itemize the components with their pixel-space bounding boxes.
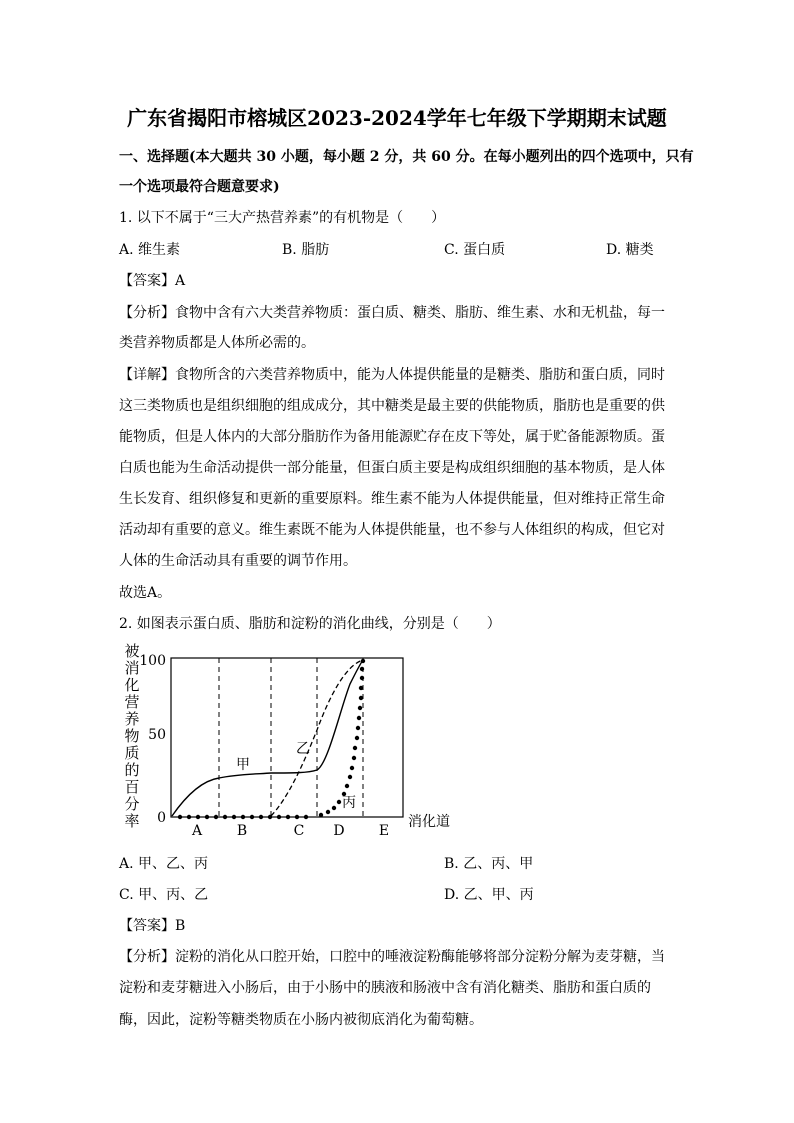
x-label-b: B bbox=[236, 823, 248, 839]
y-tick-100: 100 bbox=[139, 653, 166, 669]
y-title-char: 质 bbox=[124, 744, 140, 762]
y-title-char: 化 bbox=[124, 676, 140, 694]
q1-conclusion: 故选A。 bbox=[119, 585, 172, 601]
y-title-char: 营 bbox=[124, 693, 140, 711]
q2-stem: 2. 如图表示蛋白质、脂肪和淀粉的消化曲线，分别是（ ） bbox=[119, 616, 501, 632]
digestion-curve-figure bbox=[118, 640, 458, 840]
q1-option-a: A. 维生素 bbox=[119, 242, 181, 258]
q2-answer: 【答案】B bbox=[119, 918, 186, 934]
y-title-char: 百 bbox=[124, 778, 140, 796]
y-title-char: 分 bbox=[124, 795, 140, 813]
q2-option-c: C. 甲、丙、乙 bbox=[119, 887, 209, 903]
y-title-char: 率 bbox=[124, 812, 140, 830]
q2-analysis-line-3: 酶，因此，淀粉等糖类物质在小肠内被彻底消化为葡萄糖。 bbox=[119, 1012, 483, 1028]
q1-stem: 1. 以下不属于“三大产热营养素”的有机物是（ ） bbox=[119, 210, 446, 226]
q1-answer: 【答案】A bbox=[119, 273, 186, 289]
y-tick-0: 0 bbox=[157, 810, 166, 826]
curve-yi bbox=[271, 660, 363, 816]
q1-option-b: B. 脂肪 bbox=[282, 242, 330, 258]
x-label-a: A bbox=[191, 823, 203, 839]
q2-option-b: B. 乙、丙、甲 bbox=[444, 856, 534, 872]
q2-analysis-line-2: 淀粉和麦芽糖进入小肠后，由于小肠中的胰液和肠液中含有消化糖类、脂肪和蛋白质的 bbox=[119, 980, 651, 996]
y-title-char: 消 bbox=[124, 659, 140, 677]
y-title-char: 物 bbox=[124, 727, 140, 745]
q1-analysis-line-1: 【分析】食物中含有六大类营养物质：蛋白质、糖类、脂肪、维生素、水和无机盐，每一 bbox=[119, 305, 665, 321]
x-axis-title: 消化道 bbox=[408, 814, 450, 830]
y-tick-50: 50 bbox=[148, 727, 166, 743]
q1-detail-line-1: 【详解】食物所含的六类营养物质中，能为人体提供能量的是糖类、脂肪和蛋白质，同时 bbox=[119, 367, 665, 383]
section-heading-line-1: 一、选择题(本大题共 30 小题，每小题 2 分，共 60 分。在每小题列出的四个选项中，只有 bbox=[119, 149, 694, 165]
x-label-c: C bbox=[293, 823, 305, 839]
q1-option-d: D. 糖类 bbox=[606, 242, 654, 258]
q1-detail-line-4: 白质也能为生命活动提供一部分能量，但蛋白质主要是构成组织细胞的基本物质，是人体 bbox=[119, 460, 665, 476]
page-title: 广东省揭阳市榕城区2023-2024学年七年级下学期期末试题 bbox=[127, 106, 667, 130]
q1-analysis-line-2: 类营养物质都是人体所必需的。 bbox=[119, 335, 315, 351]
q1-detail-line-5: 生长发育、组织修复和更新的重要原料。维生素不能为人体提供能量，但对维持正常生命 bbox=[119, 491, 665, 507]
x-label-d: D bbox=[333, 823, 345, 839]
x-label-e: E bbox=[378, 823, 390, 839]
q1-detail-line-7: 人体的生命活动具有重要的调节作用。 bbox=[119, 553, 357, 569]
q1-option-c: C. 蛋白质 bbox=[444, 242, 506, 258]
q2-option-d: D. 乙、甲、丙 bbox=[444, 887, 534, 903]
curve-label-jia: 甲 bbox=[236, 757, 250, 773]
curve-label-bing: 丙 bbox=[342, 795, 356, 811]
curve-jia bbox=[172, 660, 363, 816]
y-title-char: 的 bbox=[124, 761, 140, 779]
y-title-char: 养 bbox=[124, 710, 140, 728]
q1-detail-line-2: 这三类物质也是组织细胞的组成成分，其中糖类是最主要的供能物质，脂肪也是重要的供 bbox=[119, 398, 665, 414]
y-title-char: 被 bbox=[124, 642, 140, 660]
q2-analysis-line-1: 【分析】淀粉的消化从口腔开始，口腔中的唾液淀粉酶能够将部分淀粉分解为麦芽糖，当 bbox=[119, 949, 665, 965]
curve-label-yi: 乙 bbox=[296, 741, 310, 757]
q1-detail-line-3: 能物质，但是人体内的大部分脂肪作为备用能源贮存在皮下等处，属于贮备能源物质。蛋 bbox=[119, 429, 665, 445]
section-heading-line-2: 一个选项最符合题意要求) bbox=[119, 179, 280, 195]
q1-detail-line-6: 活动却有重要的意义。维生素既不能为人体提供能量，也不参与人体组织的构成，但它对 bbox=[119, 522, 665, 538]
q2-option-a: A. 甲、乙、丙 bbox=[119, 856, 209, 872]
